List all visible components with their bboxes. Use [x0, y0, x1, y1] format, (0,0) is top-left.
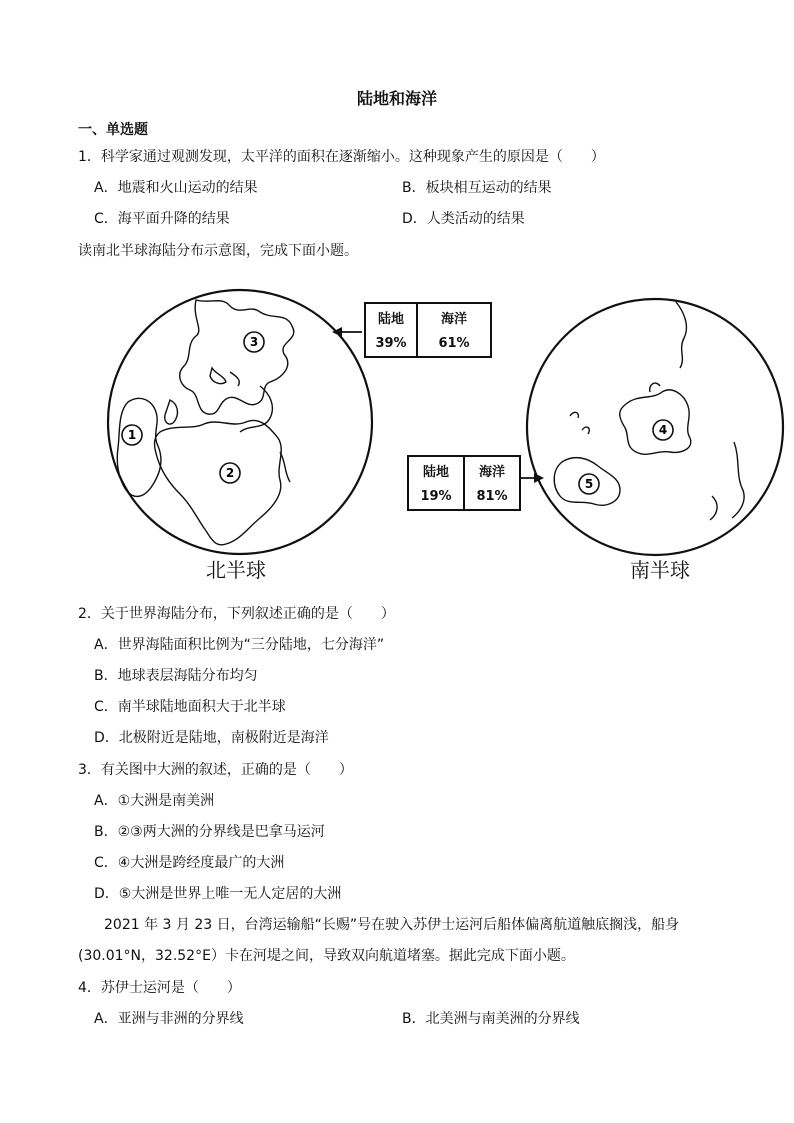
question-3-stem: 3．有关图中大洲的叙述，正确的是（ ） [78, 762, 353, 778]
question-2-option-b: B．地球表层海陆分布均匀 [94, 668, 258, 684]
north-percentage-box [364, 302, 492, 358]
question-4-option-b: B．北美洲与南美洲的分界线 [402, 1011, 580, 1027]
marker-5: 5 [584, 477, 594, 491]
question-4-stem: 4．苏伊士运河是（ ） [78, 980, 241, 996]
question-1-option-d: D．人类活动的结果 [402, 211, 525, 227]
question-3-option-a: A．①大洲是南美洲 [94, 793, 215, 809]
passage-line-2: (30.01°N，32.52°E）卡在河堤之间，导致双向航道堵塞。据此完成下面小题。 [78, 948, 575, 964]
question-3-option-b: B．②③两大洲的分界线是巴拿马运河 [94, 824, 325, 840]
question-3-option-c: C．④大洲是跨经度最广的大洲 [94, 855, 285, 871]
question-4-option-a: A．亚洲与非洲的分界线 [94, 1011, 244, 1027]
page-title: 陆地和海洋 [356, 89, 437, 108]
passage-line-1: 2021 年 3 月 23 日，台湾运输船“长赐”号在驶入苏伊士运河后船体偏离航道触底搁浅，船身 [104, 917, 680, 933]
north-land-percent: 39% [375, 336, 407, 351]
section-heading: 一、单选题 [78, 122, 148, 138]
south-sea-percent: 81% [476, 489, 508, 504]
figure-intro: 读南北半球海陆分布示意图，完成下面小题。 [78, 243, 358, 259]
question-1-option-c: C．海平面升降的结果 [94, 211, 230, 227]
question-1-stem: 1．科学家通过观测发现，太平洋的面积在逐渐缩小。这种现象产生的原因是（ ） [78, 149, 605, 165]
north-hemisphere-caption: 北半球 [206, 558, 266, 582]
question-1-option-a: A．地震和火山运动的结果 [94, 180, 258, 196]
marker-2: 2 [225, 466, 235, 480]
marker-4: 4 [658, 423, 668, 437]
question-1-option-b: B．板块相互运动的结果 [402, 180, 552, 196]
question-2-option-a: A．世界海陆面积比例为“三分陆地，七分海洋” [94, 637, 385, 653]
north-land-label: 陆地 [377, 312, 404, 327]
south-land-label: 陆地 [422, 465, 449, 480]
marker-3: 3 [249, 335, 259, 349]
south-land-percent: 19% [420, 489, 452, 504]
south-percentage-box [407, 455, 521, 511]
north-sea-percent: 61% [438, 336, 470, 351]
north-sea-label: 海洋 [440, 312, 467, 327]
marker-1: 1 [127, 428, 137, 442]
question-2-option-c: C．南半球陆地面积大于北半球 [94, 699, 286, 715]
question-2-option-d: D．北极附近是陆地，南极附近是海洋 [94, 730, 329, 746]
south-sea-label: 海洋 [478, 465, 505, 480]
question-2-stem: 2．关于世界海陆分布，下列叙述正确的是（ ） [78, 606, 395, 622]
question-3-option-d: D．⑤大洲是世界上唯一无人定居的大洲 [94, 886, 342, 902]
hemisphere-figure [100, 282, 790, 587]
south-hemisphere-caption: 南半球 [630, 558, 690, 582]
